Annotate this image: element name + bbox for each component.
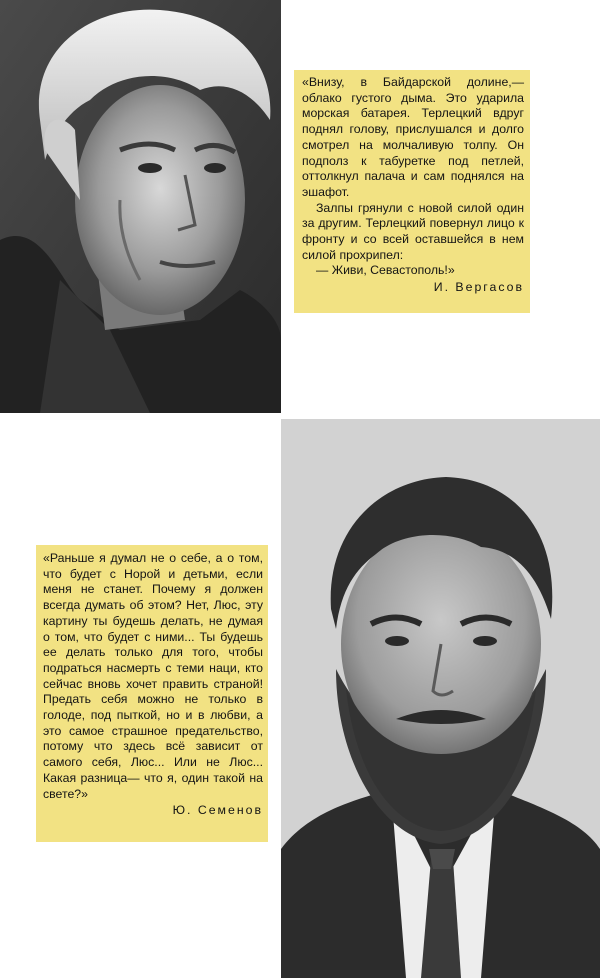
portrait-photo-vergasov (0, 0, 281, 413)
quote-paragraph: «Раньше я думал не о себе, а о том, что будет с Норой и детьми, если меня не станет. Почему я должен всегда думать об этом? Нет, Люс, эту картину ты будешь делать, не думая о том, что будет с ними... Ты будешь ее делать только для того, чтобы подраться насмерть с теми наци, кто сейчас вновь хочет править страной! Предать себя можно не только в голоде, под пыткой, но и в любви, а это самое страшное предательство, потому что здесь всё зависит от самого себя, Люс... Или не Люс... Какая разница— что я, один такой на свете?» (43, 551, 263, 801)
quote-author: И. Вергасов (433, 280, 524, 295)
portrait-image-top (0, 0, 281, 413)
quote-author: Ю. Семенов (172, 803, 263, 818)
quote-paragraph: «Внизу, в Байдарской долине,—облако густого дыма. Это ударила морская батарея. Терлецкий вдруг поднял голову, прислушался и долго смотрел на молчаливую толпу. Он подполз к табуретке под петлей, оттолкнул палача и сам поднялся на эшафот. (302, 75, 524, 199)
portrait-image-bottom (281, 419, 600, 978)
quote-block-semenov (36, 545, 268, 842)
quote-paragraph: — Живи, Севастополь!» (316, 263, 455, 278)
quote-block-vergasov (294, 70, 530, 313)
quote-paragraph: Залпы грянули с новой силой один за другим. Терлецкий повернул лицо к фронту и со всей оставшейся в нем силой прохрипел: (302, 200, 524, 262)
portrait-photo-semenov (281, 419, 600, 978)
